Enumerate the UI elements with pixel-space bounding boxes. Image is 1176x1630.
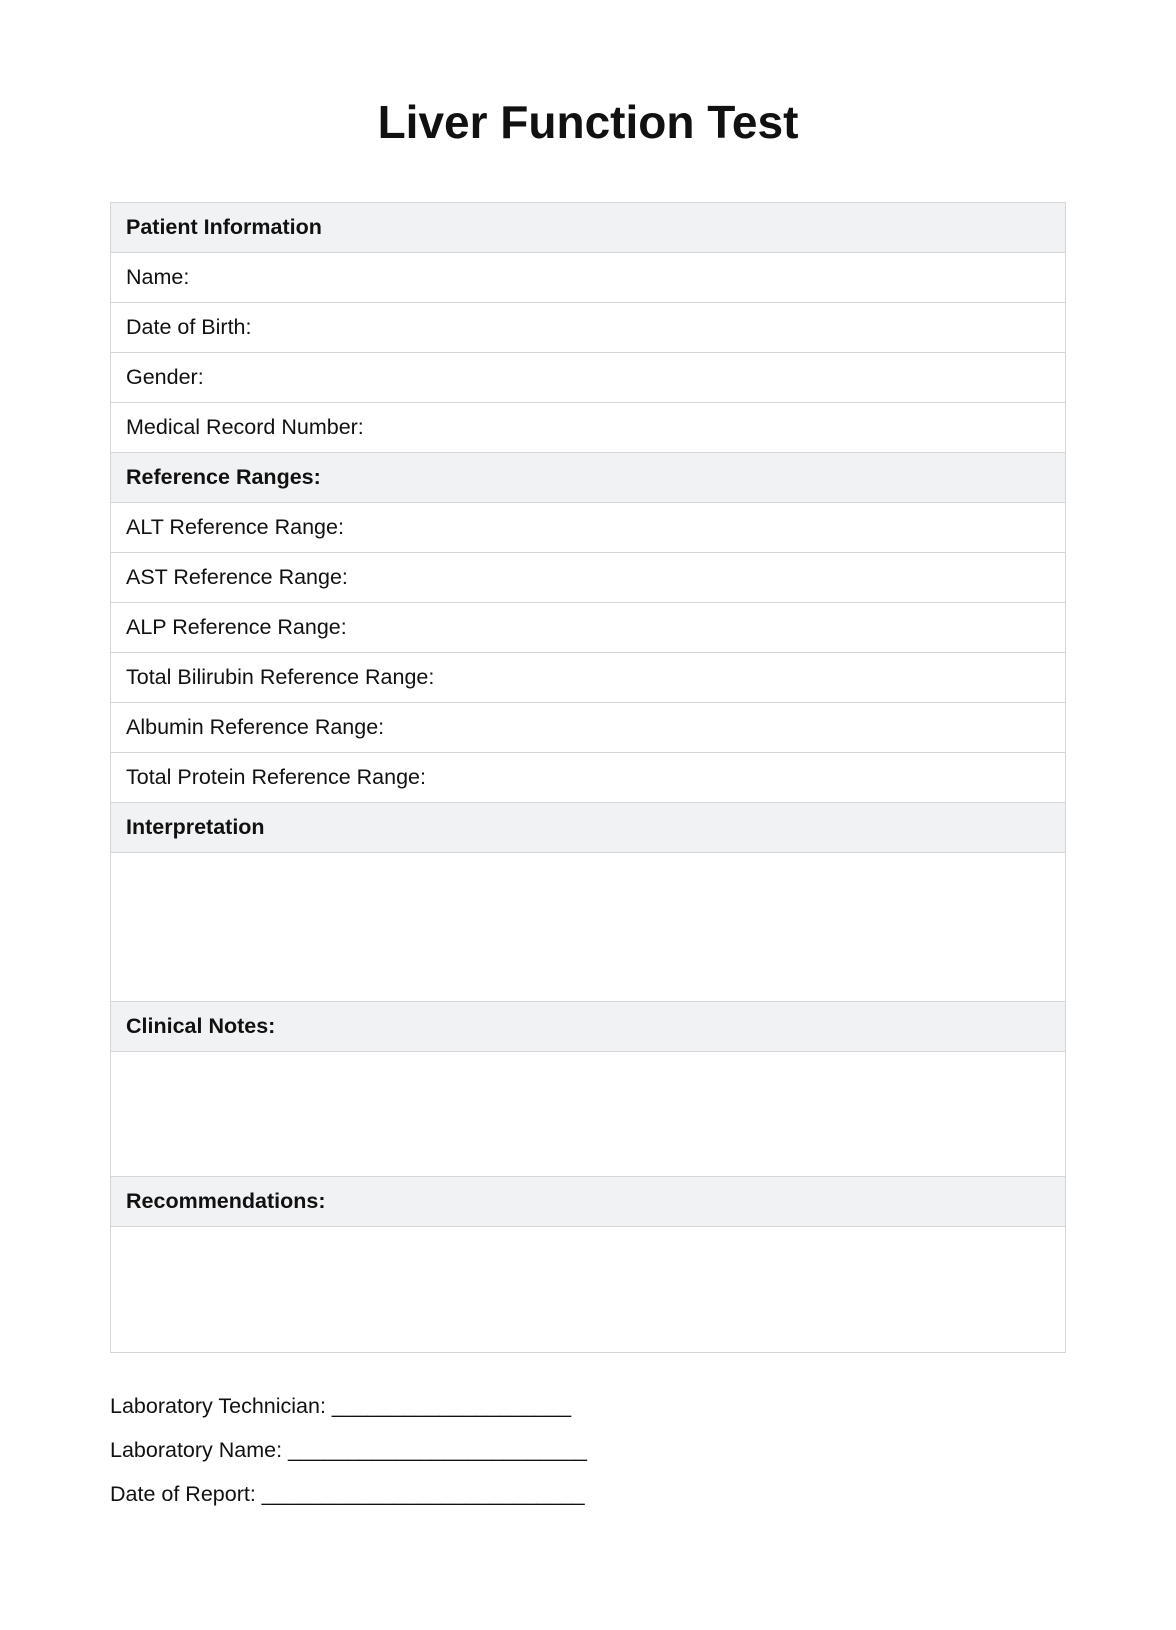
clinical-notes-text-area[interactable] (111, 1052, 1065, 1177)
field-medical-record-number[interactable]: Medical Record Number: (111, 403, 1065, 453)
laboratory-technician-line[interactable]: Laboratory Technician: ____________________ (110, 1394, 572, 1418)
field-total-bilirubin-reference-range[interactable]: Total Bilirubin Reference Range: (111, 653, 1065, 703)
field-albumin-reference-range[interactable]: Albumin Reference Range: (111, 703, 1065, 753)
laboratory-name-line[interactable]: Laboratory Name: _________________________ (110, 1438, 587, 1462)
field-alt-reference-range[interactable]: ALT Reference Range: (111, 503, 1065, 553)
date-of-report-line[interactable]: Date of Report: ___________________________ (110, 1482, 585, 1506)
field-ast-reference-range[interactable]: AST Reference Range: (111, 553, 1065, 603)
section-header-reference-ranges: Reference Ranges: (111, 453, 1065, 503)
recommendations-text-area[interactable] (111, 1227, 1065, 1352)
signature-block (110, 1384, 587, 1516)
field-name[interactable]: Name: (111, 253, 1065, 303)
section-header-clinical-notes: Clinical Notes: (111, 1002, 1065, 1052)
page-title: Liver Function Test (377, 96, 799, 148)
form-table (110, 202, 1066, 1353)
field-gender[interactable]: Gender: (111, 353, 1065, 403)
section-header-interpretation: Interpretation (111, 803, 1065, 853)
field-alp-reference-range[interactable]: ALP Reference Range: (111, 603, 1065, 653)
field-total-protein-reference-range[interactable]: Total Protein Reference Range: (111, 753, 1065, 803)
section-header-recommendations: Recommendations: (111, 1177, 1065, 1227)
section-header-patient-information: Patient Information (111, 203, 1065, 253)
interpretation-text-area[interactable] (111, 853, 1065, 1002)
field-date-of-birth[interactable]: Date of Birth: (111, 303, 1065, 353)
